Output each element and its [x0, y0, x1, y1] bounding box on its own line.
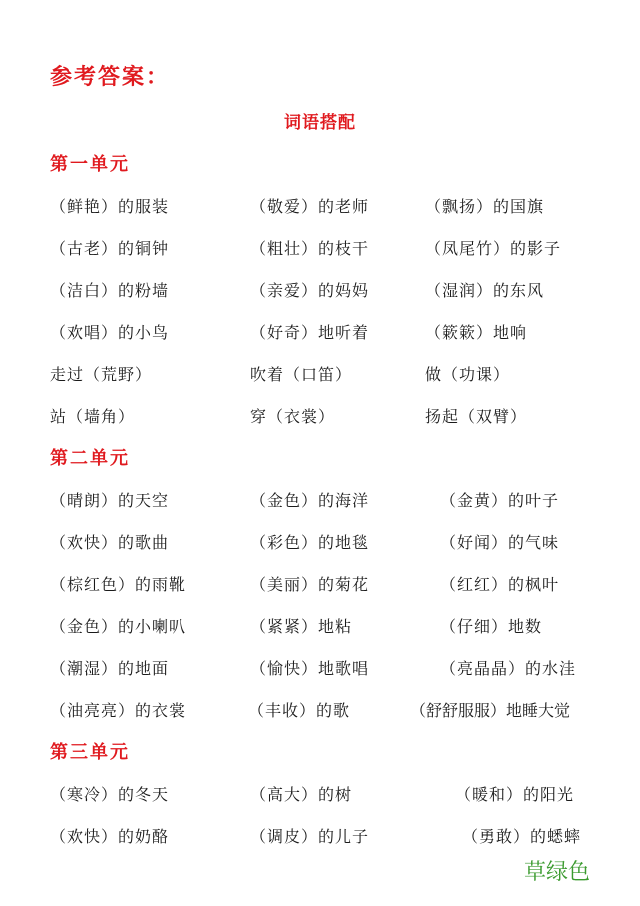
phrase-cell: （欢唱）的小鸟: [50, 323, 170, 342]
unit-2-row: [0, 614, 640, 642]
phrase-cell: （潮湿）的地面: [50, 659, 170, 678]
phrase-cell: （晴朗）的天空: [50, 491, 170, 510]
phrase-cell: （亮晶晶）的水洼: [440, 659, 577, 678]
phrase-cell: （金色）的海洋: [250, 491, 370, 510]
phrase-cell: （棕红色）的雨靴: [50, 575, 187, 594]
unit-1-row: [0, 362, 640, 390]
unit-1-row: [0, 278, 640, 306]
phrase-cell: （鲜艳）的服装: [50, 197, 170, 216]
phrase-cell: （美丽）的菊花: [250, 575, 370, 594]
phrase-cell: 做（功课）: [425, 365, 511, 384]
phrase-cell: （好闻）的气味: [440, 533, 560, 552]
unit-1-row: [0, 320, 640, 348]
phrase-cell: （丰收）的歌: [248, 701, 351, 720]
phrase-cell: （红红）的枫叶: [440, 575, 560, 594]
unit-1-row: [0, 194, 640, 222]
phrase-cell: （粗壮）的枝干: [250, 239, 370, 258]
unit-1-title: 第一单元: [50, 154, 130, 175]
phrase-cell: （古老）的铜钟: [50, 239, 170, 258]
unit-3-title: 第三单元: [50, 742, 130, 763]
phrase-cell: （勇敢）的蟋蟀: [462, 827, 582, 846]
phrase-cell: 穿（衣裳）: [250, 407, 336, 426]
phrase-cell: （敬爱）的老师: [250, 197, 370, 216]
unit-1-row: [0, 236, 640, 264]
phrase-cell: （亲爱）的妈妈: [250, 281, 370, 300]
page-title: 参考答案：: [50, 64, 171, 90]
phrase-cell: （调皮）的儿子: [250, 827, 370, 846]
phrase-cell: （紧紧）地粘: [250, 617, 353, 636]
phrase-cell: （凤尾竹）的影子: [425, 239, 562, 258]
watermark-text: 草绿色: [523, 860, 590, 885]
phrase-cell: （仔细）地数: [440, 617, 543, 636]
phrase-cell: （舒舒服服）地睡大觉: [410, 701, 571, 720]
phrase-cell: 站（墙角）: [50, 407, 136, 426]
phrase-cell: （洁白）的粉墙: [50, 281, 170, 300]
unit-2-title: 第二单元: [50, 448, 130, 469]
unit-2-row: [0, 488, 640, 516]
phrase-cell: （欢快）的奶酪: [50, 827, 170, 846]
unit-2-row: [0, 572, 640, 600]
phrase-cell: （湿润）的东风: [425, 281, 545, 300]
phrase-cell: （高大）的树: [250, 785, 353, 804]
phrase-cell: （欢快）的歌曲: [50, 533, 170, 552]
phrase-cell: （愉快）地歌唱: [250, 659, 370, 678]
phrase-cell: （金色）的小喇叭: [50, 617, 187, 636]
phrase-cell: （彩色）的地毯: [250, 533, 370, 552]
phrase-cell: （暖和）的阳光: [455, 785, 575, 804]
unit-3-row: [0, 824, 640, 852]
phrase-cell: （寒冷）的冬天: [50, 785, 170, 804]
unit-2-row: [0, 530, 640, 558]
unit-1-row: [0, 404, 640, 432]
unit-2-row: [0, 656, 640, 684]
phrase-cell: 扬起（双臂）: [425, 407, 528, 426]
phrase-cell: （飘扬）的国旗: [425, 197, 545, 216]
phrase-cell: （油亮亮）的衣裳: [50, 701, 187, 720]
phrase-cell: （簌簌）地响: [425, 323, 528, 342]
phrase-cell: 吹着（口笛）: [250, 365, 353, 384]
unit-2-row: [0, 698, 640, 726]
phrase-cell: （金黄）的叶子: [440, 491, 560, 510]
section-subtitle: 词语搭配: [284, 113, 356, 133]
phrase-cell: （好奇）地听着: [250, 323, 370, 342]
unit-3-row: [0, 782, 640, 810]
phrase-cell: 走过（荒野）: [50, 365, 153, 384]
